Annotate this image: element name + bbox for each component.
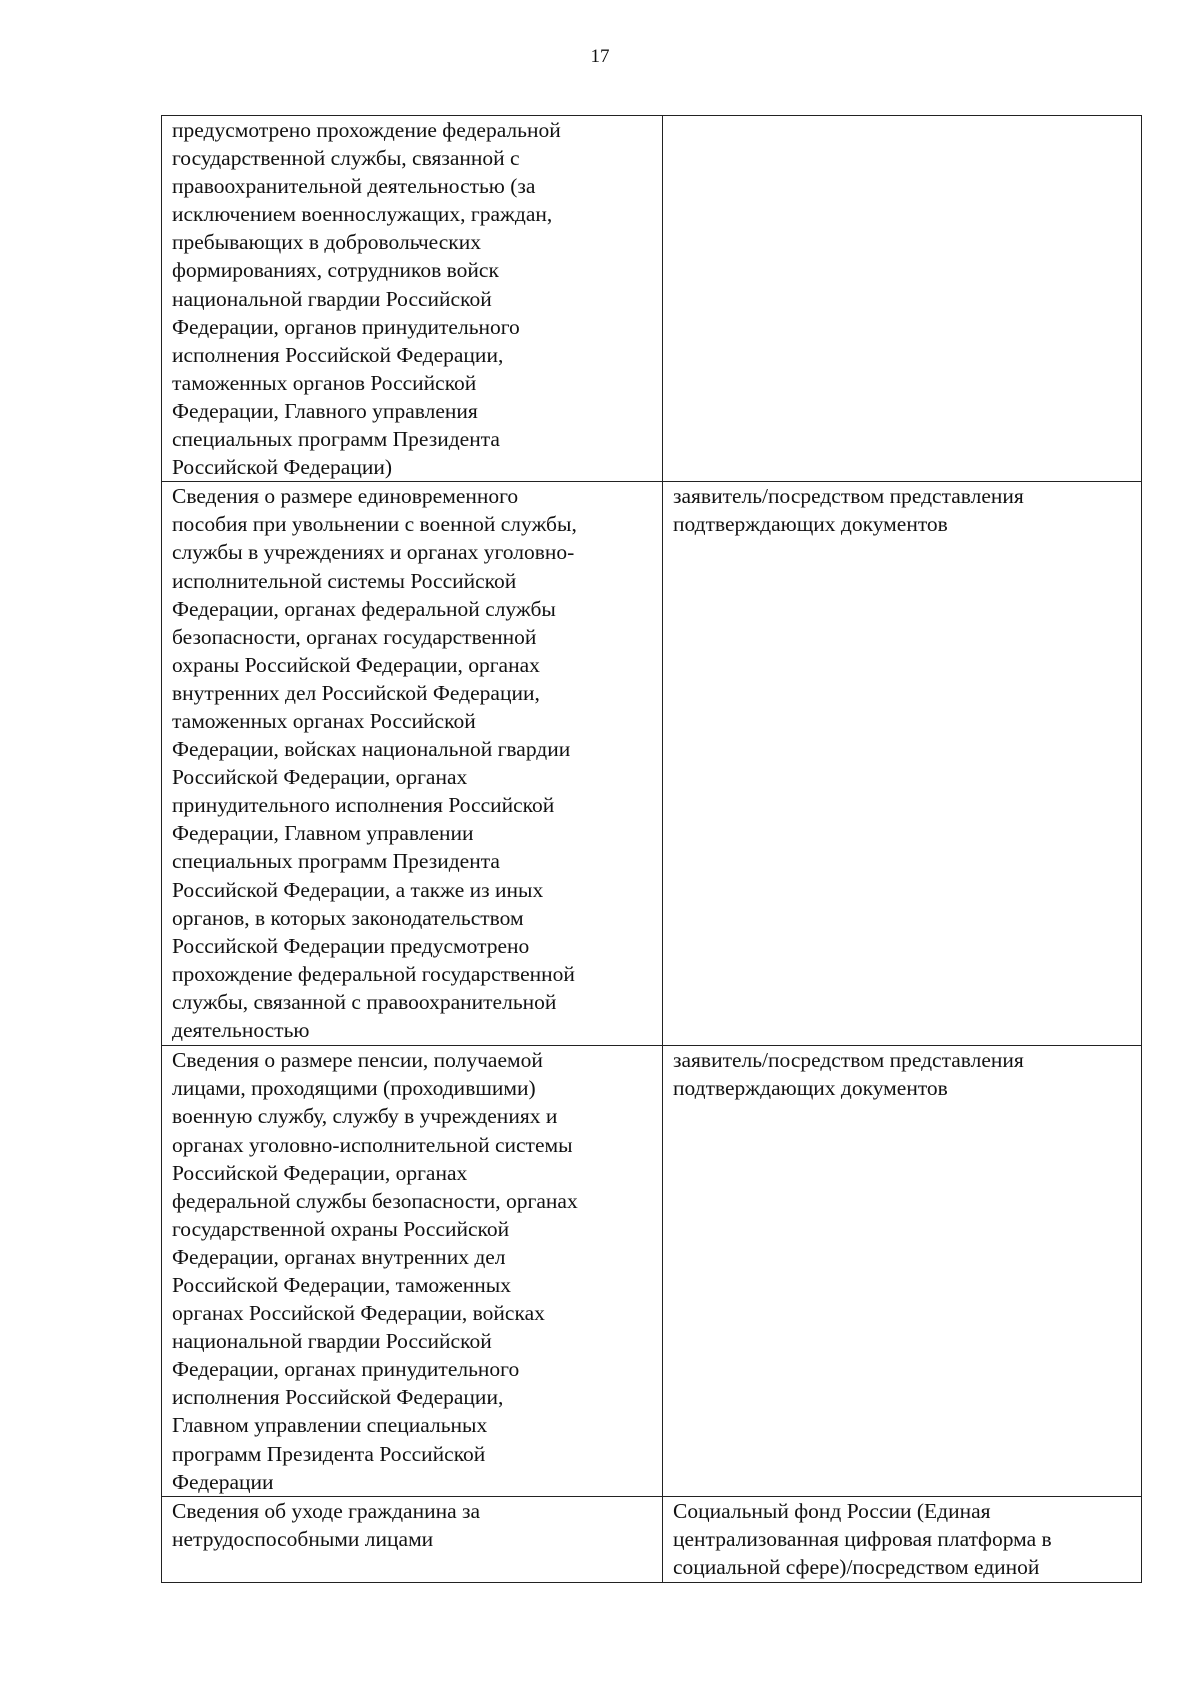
- table-row: [162, 1046, 1142, 1497]
- table-row: [162, 482, 1142, 1046]
- info-source-cell: Социальный фонд России (Единая централизованная цифровая платформа в социальной сфере)/посредством единой: [663, 1497, 1142, 1582]
- document-table: [161, 115, 1142, 1583]
- info-description-cell: предусмотрено прохождение федеральной государственной службы, связанной с правоохранительной деятельностью (за исключением военнослужащих, граждан, пребывающих в добровольческих формированиях, сотрудников войск национальной гвардии Российской Федерации, органов принудительного исполнения Российской Федерации, таможенных органов Российской Федерации, Главного управления специальных программ Президента Российской Федерации): [162, 116, 663, 482]
- info-source-cell: заявитель/посредством представления подтверждающих документов: [663, 1046, 1142, 1497]
- table-row: [162, 116, 1142, 482]
- page-number: 17: [590, 46, 610, 67]
- info-source-cell: заявитель/посредством представления подтверждающих документов: [663, 482, 1142, 1046]
- table-row: [162, 1497, 1142, 1582]
- info-description-cell: Сведения о размере пенсии, получаемой лицами, проходящими (проходившими) военную службу, службу в учреждениях и органах уголовно-исполнительной системы Российской Федерации, органах федеральной службы безопасности, органах государственной охраны Российской Федерации, органах внутренних дел Российской Федерации, таможенных органах Российской Федерации, войсках национальной гвардии Российской Федерации, органах принудительного исполнения Российской Федерации, Главном управлении специальных программ Президента Российской Федерации: [162, 1046, 663, 1497]
- info-description-cell: Сведения об уходе гражданина за нетрудоспособными лицами: [162, 1497, 663, 1582]
- info-source-cell: [663, 116, 1142, 482]
- info-description-cell: Сведения о размере единовременного пособия при увольнении с военной службы, службы в учреждениях и органах уголовно- исполнительной системы Российской Федерации, органах федеральной службы безопасности, органах государственной охраны Российской Федерации, органах внутренних дел Российской Федерации, таможенных органах Российской Федерации, войсках национальной гвардии Российской Федерации, органах принудительного исполнения Российской Федерации, Главном управлении специальных программ Президента Российской Федерации, а также из иных органов, в которых законодательством Российской Федерации предусмотрено прохождение федеральной государственной службы, связанной с правоохранительной деятельностью: [162, 482, 663, 1046]
